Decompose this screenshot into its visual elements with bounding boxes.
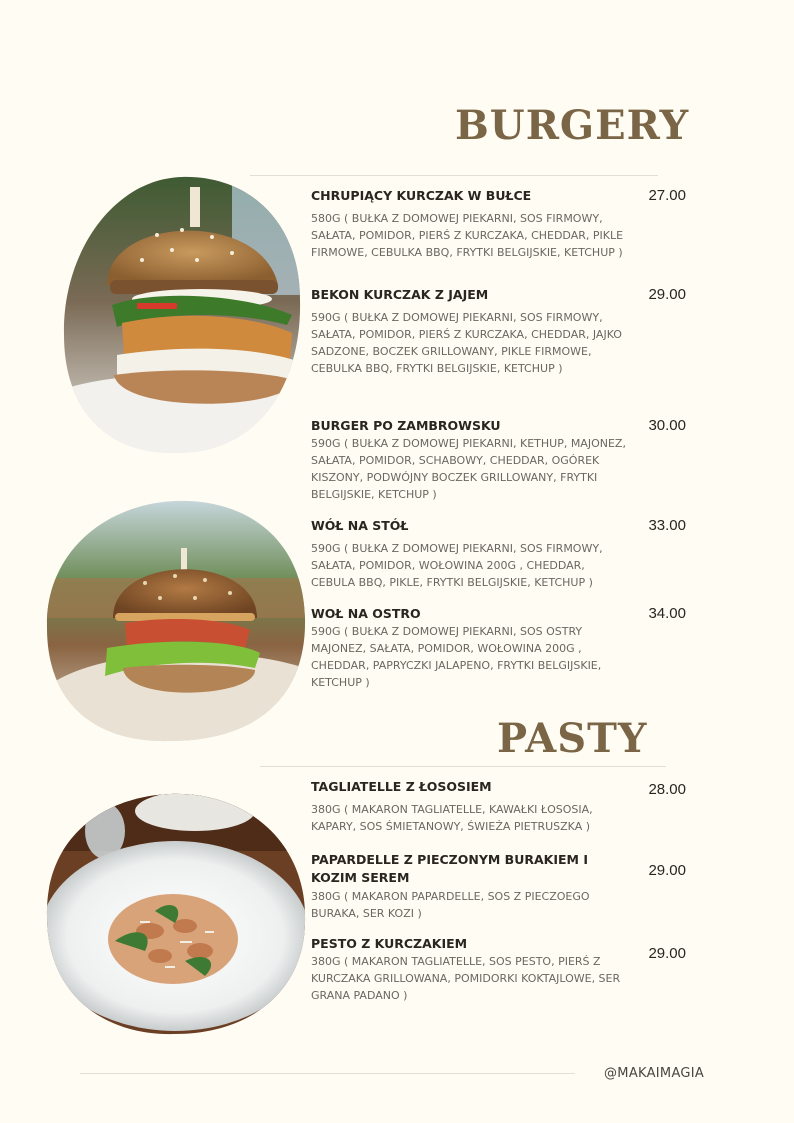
pasta-photo <box>45 791 307 1036</box>
footer-divider <box>80 1073 575 1074</box>
item-description: 590G ( BUŁKA Z DOMOWEJ PIEKARNI, SOS FIRMOWY, SAŁATA, POMIDOR, WOŁOWINA 200G , CHEDDAR, CEBULA BBQ, PIKLE, FRYTKI BELGIJSKIE, KETCHUP ) <box>311 542 603 589</box>
burger-photo-1 <box>62 175 302 455</box>
menu-item <box>311 935 686 1004</box>
item-price: 30.00 <box>648 417 686 434</box>
item-description: 380G ( MAKARON TAGLIATELLE, SOS PESTO, PIERŚ Z KURCZAKA GRILLOWANA, POMIDORKI KOKTAJLOWE, SER GRANA PADANO ) <box>311 955 621 1002</box>
burger-photo-2 <box>45 498 307 743</box>
item-price: 29.00 <box>648 945 686 962</box>
item-description: 580G ( BUŁKA Z DOMOWEJ PIEKARNI, SOS FIRMOWY, SAŁATA, POMIDOR, PIERŚ Z KURCZAKA, CHEDDAR, PIKLE FIRMOWE, CEBULKA BBQ, FRYTKI BELGIJSKIE, KETCHUP ) <box>311 212 624 259</box>
item-name: CHRUPIĄCY KURCZAK W BUŁCE <box>311 188 532 203</box>
item-description: 590G ( BUŁKA Z DOMOWEJ PIEKARNI, KETHUP, MAJONEZ, SAŁATA, POMIDOR, SCHABOWY, CHEDDAR, OGÓREK KISZONY, PODWÓJNY BOCZEK GRILLOWANY, FRYTKI BELGIJSKIE, KETCHUP ) <box>311 437 626 501</box>
item-description: 590G ( BUŁKA Z DOMOWEJ PIEKARNI, SOS FIRMOWY, SAŁATA, POMIDOR, PIERŚ Z KURCZAKA, CHEDDAR, JAJKO SADZONE, BOCZEK GRILLOWANY, PIKLE FIRMOWE, CEBULKA BBQ, FRYTKI BELGIJSKIE, KETCHUP ) <box>311 311 622 375</box>
item-name: TAGLIATELLE Z ŁOSOSIEM <box>311 779 492 794</box>
item-name: BURGER PO ZAMBROWSKU <box>311 418 501 433</box>
footer-instagram-handle: @MAKAIMAGIA <box>604 1066 705 1081</box>
menu-item <box>311 187 686 261</box>
divider <box>250 175 658 176</box>
item-price: 29.00 <box>648 862 686 879</box>
item-price: 28.00 <box>648 781 686 798</box>
menu-item <box>311 286 686 377</box>
item-name: BEKON KURCZAK Z JAJEM <box>311 287 489 302</box>
item-name: WÓŁ NA STÓŁ <box>311 518 409 533</box>
section-title-burgery: BURGERY <box>455 102 690 149</box>
menu-item <box>311 605 686 691</box>
item-name: PAPARDELLE Z PIECZONYM BURAKIEM I KOZIM SEREM <box>311 852 588 885</box>
item-price: 33.00 <box>648 517 686 534</box>
item-price: 29.00 <box>648 286 686 303</box>
menu-item <box>311 851 686 922</box>
item-price: 34.00 <box>648 605 686 622</box>
divider <box>260 766 666 767</box>
item-price: 27.00 <box>648 187 686 204</box>
menu-item <box>311 417 686 503</box>
menu-item <box>311 778 686 835</box>
item-name: WOŁ NA OSTRO <box>311 606 421 621</box>
item-description: 380G ( MAKARON TAGLIATELLE, KAWAŁKI ŁOSOSIA, KAPARY, SOS ŚMIETANOWY, ŚWIEŻA PIETRUSZKA ) <box>311 803 593 833</box>
menu-item <box>311 517 686 591</box>
item-name: PESTO Z KURCZAKIEM <box>311 936 468 951</box>
section-title-pasty: PASTY <box>497 715 648 762</box>
item-description: 590G ( BUŁKA Z DOMOWEJ PIEKARNI, SOS OSTRY MAJONEZ, SAŁATA, POMIDOR, WOŁOWINA 200G , CHEDDAR, PAPRYCZKI JALAPENO, FRYTKI BELGIJSKIE, KETCHUP ) <box>311 625 602 689</box>
item-description: 380G ( MAKARON PAPARDELLE, SOS Z PIECZOEGO BURAKA, SER KOZI ) <box>311 890 590 920</box>
